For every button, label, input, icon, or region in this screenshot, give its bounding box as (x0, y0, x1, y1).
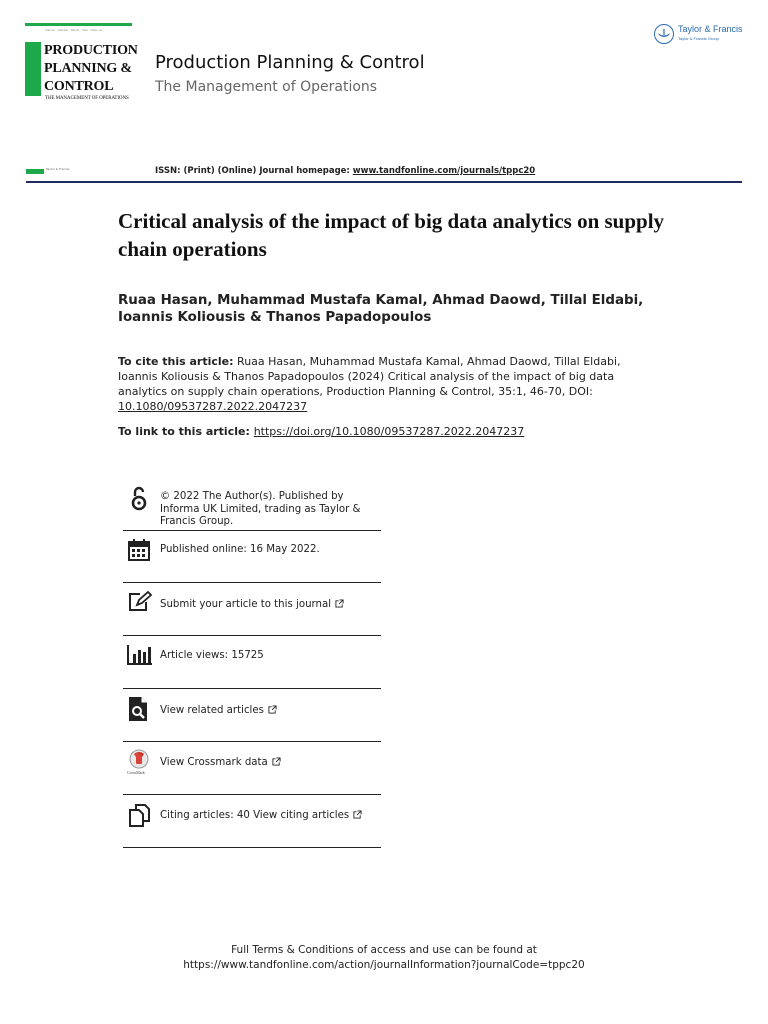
crossmark-small-label: CrossMark (127, 770, 145, 775)
published-row (123, 530, 381, 583)
footer-terms: Full Terms & Conditions of access and use can be found at (231, 944, 537, 956)
footer-url[interactable]: https://www.tandfonline.com/action/journalInformation?journalCode=tppc20 (183, 959, 585, 971)
external-link-icon (335, 599, 344, 608)
crossmark-link[interactable] (160, 757, 385, 770)
issn-prefix: ISSN: (Print) (Online) Journal homepage: (155, 166, 353, 176)
open-access-icon (127, 486, 151, 510)
citing-articles-label: Citing articles: 40 View citing articles (160, 810, 350, 821)
publisher-name: Taylor & Francis (678, 24, 743, 34)
logo-stripe (25, 42, 41, 96)
footer (0, 943, 768, 973)
journal-subtitle: The Management of Operations (155, 79, 378, 95)
cite-label: To cite this article: (118, 355, 234, 368)
bar-chart-icon (127, 644, 151, 668)
cite-text: Ruaa Hasan, Muhammad Mustafa Kamal, Ahmad Daowd, Tillal Eldabi, Ioannis Koliousis & Thanos Papadopoulos (2024) Critical analysis of the impact of big data analytics on supply chain operations, Production Planning & Control, 35:1, 46-70, DOI: (118, 355, 621, 398)
citing-articles-link[interactable] (160, 810, 385, 823)
search-document-icon (127, 696, 151, 720)
citation (118, 354, 638, 414)
header-rule (26, 181, 742, 183)
related-articles-row[interactable] (123, 689, 381, 742)
edit-icon (127, 590, 151, 614)
crossmark-row[interactable] (123, 742, 381, 795)
external-link-icon (353, 810, 362, 819)
external-link-icon (268, 705, 277, 714)
crossmark-icon (127, 749, 151, 773)
open-access-text: © 2022 The Author(s). Published by Informa UK Limited, trading as Taylor & Francis Group. (160, 491, 361, 527)
submit-article-link[interactable] (160, 599, 385, 612)
article-authors: Ruaa Hasan, Muhammad Mustafa Kamal, Ahmad Daowd, Tillal Eldabi, Ioannis Koliousis & Thanos Papadopoulos (118, 293, 644, 325)
copy-documents-icon (127, 803, 151, 827)
calendar-icon (127, 538, 151, 562)
open-access-row (123, 484, 381, 531)
article-title: Critical analysis of the impact of big data analytics on supply chain operations (118, 209, 665, 261)
issn-line (155, 166, 535, 176)
citing-articles-row[interactable] (123, 794, 381, 848)
published-date: Published online: 16 May 2022. (160, 544, 320, 555)
publisher-logo-icon (654, 24, 674, 44)
logo-tiny-text: Volume · Number · Month · Year · Issue no (45, 28, 103, 32)
related-articles-label: View related articles (160, 705, 264, 716)
journal-homepage-link[interactable]: www.tandfonline.com/journals/tppc20 (352, 166, 536, 176)
related-articles-link[interactable] (160, 705, 385, 718)
journal-cover-logo (25, 42, 138, 104)
submit-article-row[interactable] (123, 583, 381, 636)
logo-line-3: CONTROL (44, 79, 114, 94)
strip-mini-logo: Taylor & Francis (46, 167, 70, 171)
link-label: To link to this article: (118, 425, 254, 438)
article-link (118, 424, 678, 439)
article-views: Article views: 15725 (160, 650, 264, 661)
crossmark-label: View Crossmark data (160, 757, 268, 768)
logo-line-1: PRODUCTION (44, 43, 138, 58)
publisher-group: Taylor & Francis Group (678, 36, 719, 41)
logo-green-bar (25, 23, 132, 26)
logo-line-2: PLANNING & (44, 61, 132, 76)
article-doi-link[interactable]: https://doi.org/10.1080/09537287.2022.2047237 (253, 425, 525, 438)
views-row (123, 636, 381, 689)
submit-article-label: Submit your article to this journal (160, 599, 332, 610)
strip-green-mark (26, 169, 44, 174)
external-link-icon (272, 757, 281, 766)
cite-doi-link[interactable]: 10.1080/09537287.2022.2047237 (118, 400, 308, 413)
journal-title: Production Planning & Control (155, 52, 425, 73)
logo-subline: THE MANAGEMENT OF OPERATIONS (45, 96, 129, 101)
